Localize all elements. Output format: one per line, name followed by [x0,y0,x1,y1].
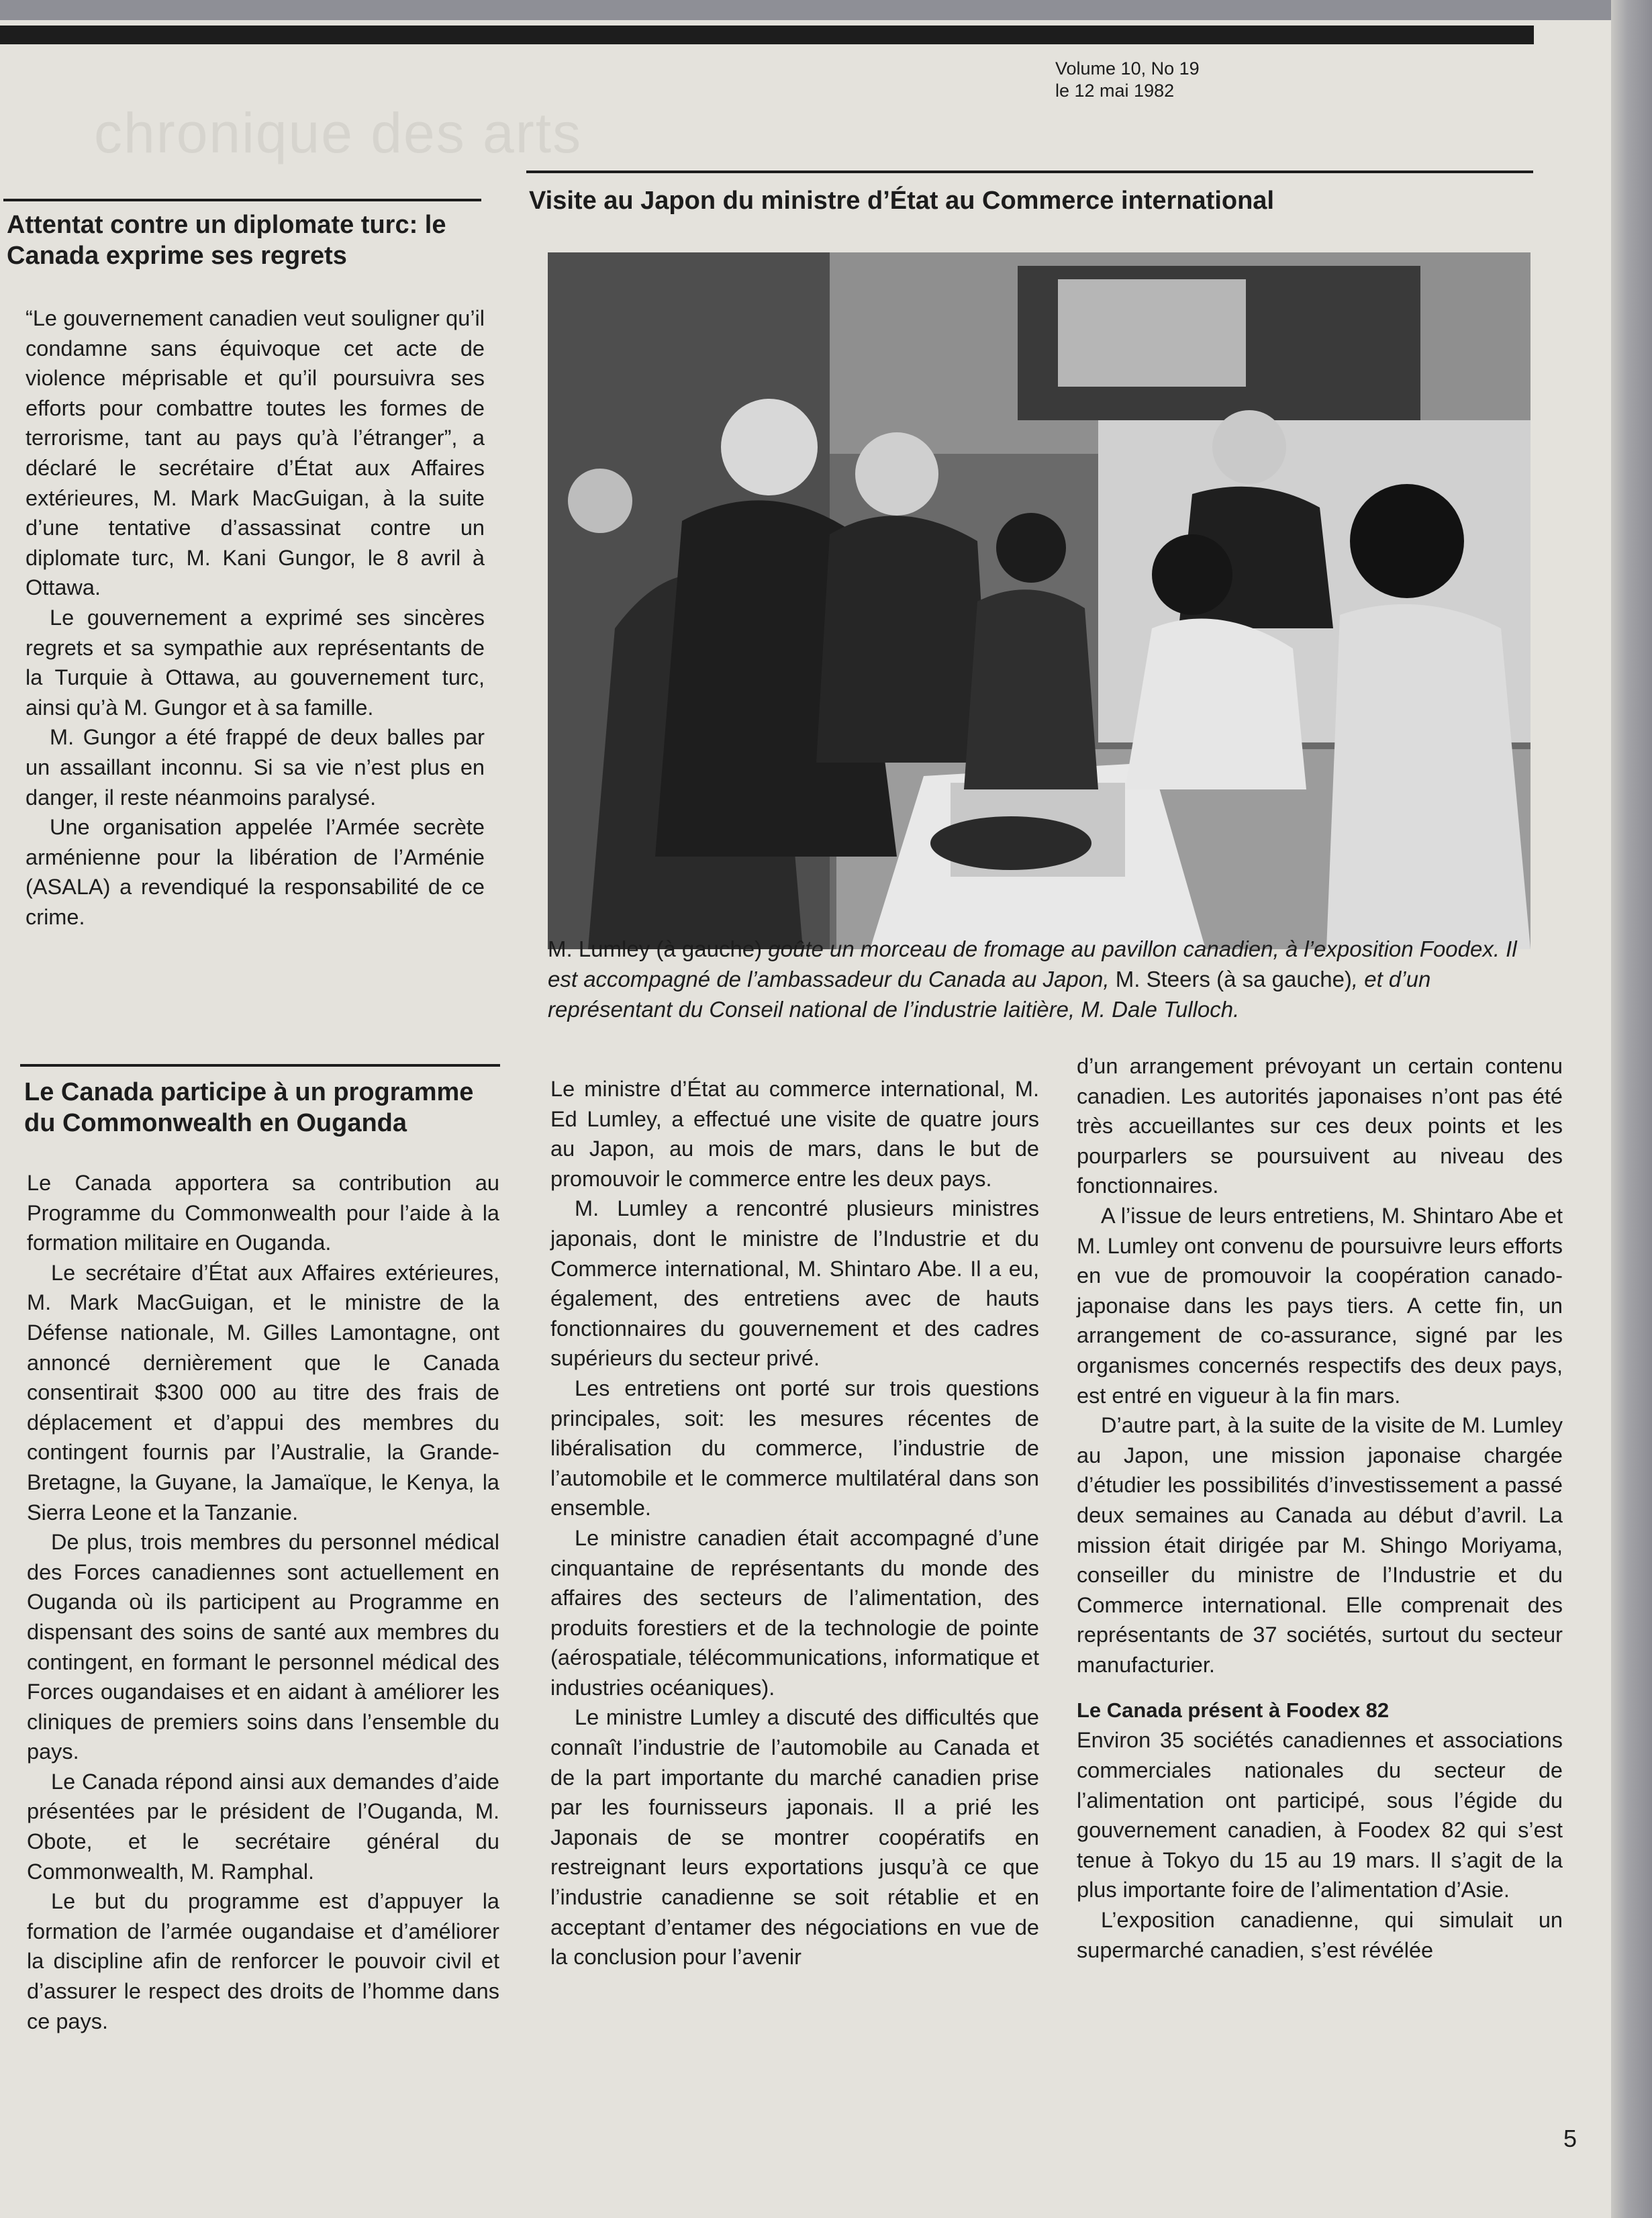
caption-part: , et d’un représentant du Conseil national de l’industrie laitière, M. Dale Tulloch. [548,967,1431,1022]
article3-paragraph: A l’issue de leurs entretiens, M. Shintaro Abe et M. Lumley ont convenu de poursuivre leurs efforts en vue de promouvoir la coopération canado-japonaise dans les pays tiers. A cette fin, un arrangement de co-assurance, signé par les organismes concernés respectifs des deux pays, est entré en vigueur à la fin mars. [1077,1203,1563,1408]
photo-caption [548,934,1541,1024]
article3-paragraph: Le ministre d’État au commerce international, M. Ed Lumley, a effectué une visite de quatre jours au Japon, au mois de mars, dans le but de promouvoir le commerce entre les deux pays. [550,1077,1039,1191]
issue-info [1055,58,1200,102]
article2-paragraph: Le Canada répond ainsi aux demandes d’aide présentées par le président de l’Ouganda, M. Obote, et le secrétaire général du Commonwealth, M. Ramphal. [27,1769,499,1884]
article3-paragraph: Environ 35 sociétés canadiennes et associations commerciales nationales du secteur de l’alimentation ont participé, sous l’égide du gouvernement canadien, à Foodex 82 qui s’est tenue à Tokyo du 15 au 19 mars. Il s’agit de la plus importante foire de l’alimentation d’Asie. [1077,1728,1563,1902]
article1-paragraph: M. Gungor a été frappé de deux balles par un assaillant inconnu. Si sa vie n’est plus en danger, il reste néanmoins paralysé. [26,725,485,810]
issue-date: le 12 mai 1982 [1055,81,1175,101]
article2-paragraph: Le but du programme est d’appuyer la formation de l’armée ougandaise et d’améliorer la discipline afin de renforcer le pouvoir civil et d’assurer le respect des droits de l’homme dans ce pays. [27,1889,499,2033]
watermark-text: chronique des arts [94,101,583,164]
issue-volume: Volume 10, No 19 [1055,58,1200,79]
header-band [0,26,1534,44]
page-edge [1611,0,1652,2218]
article3-title: Visite au Japon du ministre d’État au Commerce international [529,187,1274,215]
article2-rule [20,1064,500,1067]
article1-paragraph: Le gouvernement a exprimé ses sincères regrets et sa sympathie aux représentants de la Turquie à Ottawa, au gouvernement turc, ainsi qu’à M. Gungor et à sa famille. [26,605,485,720]
news-photo [548,252,1530,949]
article3-paragraph: M. Lumley a rencontré plusieurs ministres japonais, dont le ministre de l’Industrie et du Commerce international, M. Shintaro Abe. Il a eu, également, des entretiens avec de hauts fonctionnaires du gouvernement et des cadres supérieurs du secteur privé. [550,1196,1039,1371]
article3-subheading: Le Canada présent à Foodex 82 [1077,1698,1390,1723]
article3-paragraph: Le ministre Lumley a discuté des difficultés que connaît l’industrie de l’automobile au Canada et de la part importante du marché canadien prise par les fournisseurs japonais. Il a prié les Japonais de se montrer coopératifs en restreignant leurs exportations jusqu’à ce que l’industrie canadienne se soit rétablie et en acceptant d’entamer des négociations en vue de la conclusion pour l’avenir [550,1705,1039,1970]
article1-title: Attentat contre un diplomate turc: le Canada exprime ses regrets [7,211,446,270]
photo-illustration [548,252,1530,949]
article3-paragraph: D’autre part, à la suite de la visite de M. Lumley au Japon, une mission japonaise chargée d’étudier les possibilités d’investissement a passé deux semaines au Canada au début d’avril. La mission était dirigée par M. Shingo Moriyama, conseiller du ministre de l’Industrie et du Commerce international. Elle comprenait des représentants de 37 sociétés, surtout du secteur manufacturier. [1077,1413,1563,1677]
article3-paragraph: Les entretiens ont porté sur trois questions principales, soit: les mesures récentes de libéralisation du commerce, l’industrie de l’automobile et le commerce multilatéral dans son ensemble. [550,1376,1039,1521]
article3-paragraph: Le ministre canadien était accompagné d’une cinquantaine de représentants du monde des affaires des secteurs de l’alimentation, des produits forestiers et de la technologie de pointe (aérospatiale, télécommunications, informatique et industries océaniques). [550,1525,1039,1700]
article2-body [27,1168,499,2036]
article2-paragraph: Le Canada apportera sa contribution au Programme du Commonwealth pour l’aide à la formation militaire en Ouganda. [27,1171,499,1255]
article1-paragraph: Une organisation appelée l’Armée secrète arménienne pour la libération de l’Arménie (ASALA) a revendiqué la responsabilité de ce crime. [26,815,485,929]
article2-paragraph: De plus, trois membres du personnel médical des Forces canadiennes sont actuellement en Ouganda où ils participent au Programme en dispensant des soins de santé aux membres du contingent, en formant le personnel médical des Forces ougandaises et en aidant à améliorer les cliniques de premiers soins dans l’ensemble du pays. [27,1530,499,1764]
article3-paragraph: d’un arrangement prévoyant un certain contenu canadien. Les autorités japonaises n’ont pas été très accueillantes sur ces deux points et les pourparlers se poursuivent au niveau des fonctionnaires. [1077,1054,1563,1198]
article1-rule [3,199,481,201]
caption-part: M. Lumley (à gauche) [548,936,763,961]
article2-paragraph: Le secrétaire d’État aux Affaires extérieures, M. Mark MacGuigan, et le ministre de la Défense nationale, M. Gilles Lamontagne, ont annoncé dernièrement que le Canada consentirait $300 000 au titre des frais de déplacement et d’appui des membres du contingent fournis par l’Australie, la Grande-Bretagne, la Guyane, la Jamaïque, le Kenya, la Sierra Leone et la Tanzanie. [27,1260,499,1525]
article3-rule [526,171,1533,173]
page-number: 5 [1563,2125,1577,2152]
article3-column-1 [550,1074,1039,1972]
caption-part: M. Steers (à sa gauche) [1115,967,1352,992]
article3-column-2 [1077,1051,1563,1965]
article3-paragraph: L’exposition canadienne, qui simulait un supermarché canadien, s’est révélée [1077,1908,1563,1962]
caption-part: goûte un morceau de fromage au pavillon canadien, à l’exposition Foodex. Il est accompagné de l’ambassadeur du Canada au Japon, [548,936,1517,992]
article1-paragraph: “Le gouvernement canadien veut souligner qu’il condamne sans équivoque cet acte de violence méprisable et qu’il poursuivra ses efforts pour combattre toutes les formes de terrorisme, tant au pays qu’à l’étranger”, a déclaré le secrétaire d’État aux Affaires extérieures, M. Mark MacGuigan, à la suite d’une tentative d’assassinat contre un diplomate turc, M. Kani Gungor, le 8 avril à Ottawa. [26,306,485,600]
article2-title: Le Canada participe à un programme du Commonwealth en Ouganda [24,1078,474,1137]
article1-body [26,303,485,932]
